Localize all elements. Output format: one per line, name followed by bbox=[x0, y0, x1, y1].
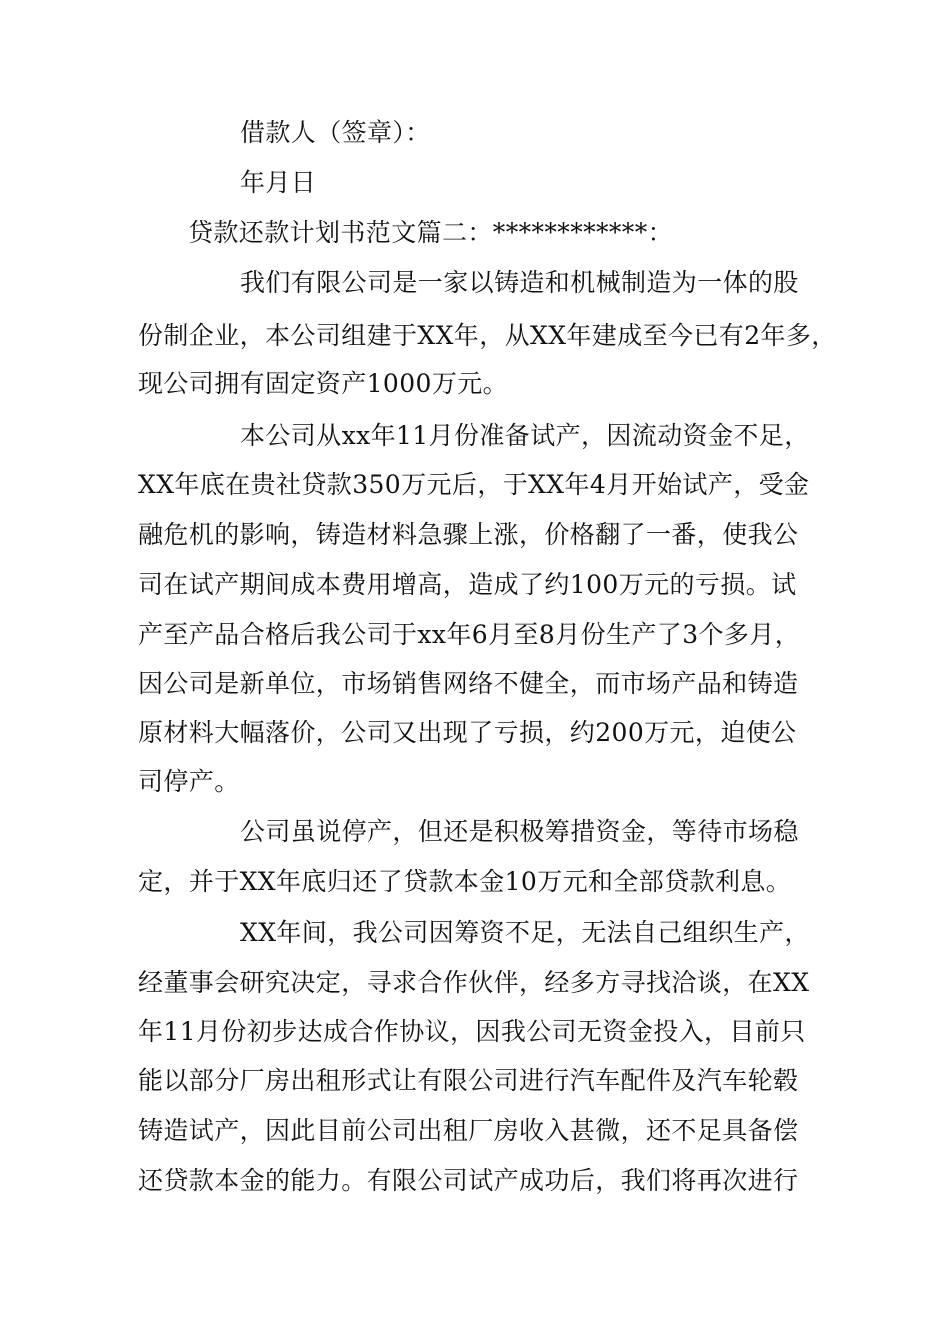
paragraph-line: 铸造试产，因此目前公司出租厂房收入甚微，还不足具备偿 bbox=[138, 1116, 799, 1145]
paragraph-line: 本公司从xx年11月份准备试产，因流动资金不足， bbox=[240, 421, 810, 450]
paragraph-line: 份制企业，本公司组建于XX年，从XX年建成至今已有2年多， bbox=[138, 321, 837, 350]
paragraph-line: 经董事会研究决定，寻求合作伙伴，经多方寻找洽谈，在XX bbox=[138, 968, 810, 997]
paragraph-line: 定，并于XX年底归还了贷款本金10万元和全部贷款利息。 bbox=[138, 867, 792, 896]
paragraph-line: 因公司是新单位，市场销售网络不健全，而市场产品和铸造 bbox=[138, 669, 799, 698]
paragraph-line: 公司虽说停产，但还是积极筹措资金，等待市场稳 bbox=[240, 817, 799, 846]
paragraph-line: 能以部分厂房出租形式让有限公司进行汽车配件及汽车轮毂 bbox=[138, 1066, 799, 1095]
paragraph-line: 司停产。 bbox=[138, 767, 240, 796]
paragraph-line: XX年底在贵社贷款350万元后，于XX年4月开始试产，受金 bbox=[138, 470, 810, 499]
paragraph-line: 融危机的影响，铸造材料急骤上涨，价格翻了一番，使我公 bbox=[138, 520, 799, 549]
paragraph-line: 年11月份初步达成合作协议，因我公司无资金投入，目前只 bbox=[138, 1017, 806, 1046]
paragraph-line: 产至产品合格后我公司于xx年6月至8月份生产了3个多月， bbox=[138, 620, 801, 649]
section-heading: 贷款还款计划书范文篇二：************： bbox=[188, 218, 674, 247]
paragraph-line: 原材料大幅落价，公司又出现了亏损，约200万元，迫使公 bbox=[138, 718, 797, 747]
paragraph-line: 还贷款本金的能力。有限公司试产成功后，我们将再次进行 bbox=[138, 1166, 799, 1195]
paragraph-line: 司在试产期间成本费用增高，造成了约100万元的亏损。试 bbox=[138, 570, 797, 599]
paragraph-line: 我们有限公司是一家以铸造和机械制造为一体的股 bbox=[240, 268, 799, 297]
paragraph-line: 现公司拥有固定资产1000万元。 bbox=[138, 369, 509, 398]
date-line: 年月日 bbox=[240, 168, 317, 197]
signature-line: 借款人（签章）： bbox=[240, 118, 431, 147]
paragraph-line: XX年间，我公司因筹资不足，无法自己组织生产， bbox=[240, 918, 810, 947]
